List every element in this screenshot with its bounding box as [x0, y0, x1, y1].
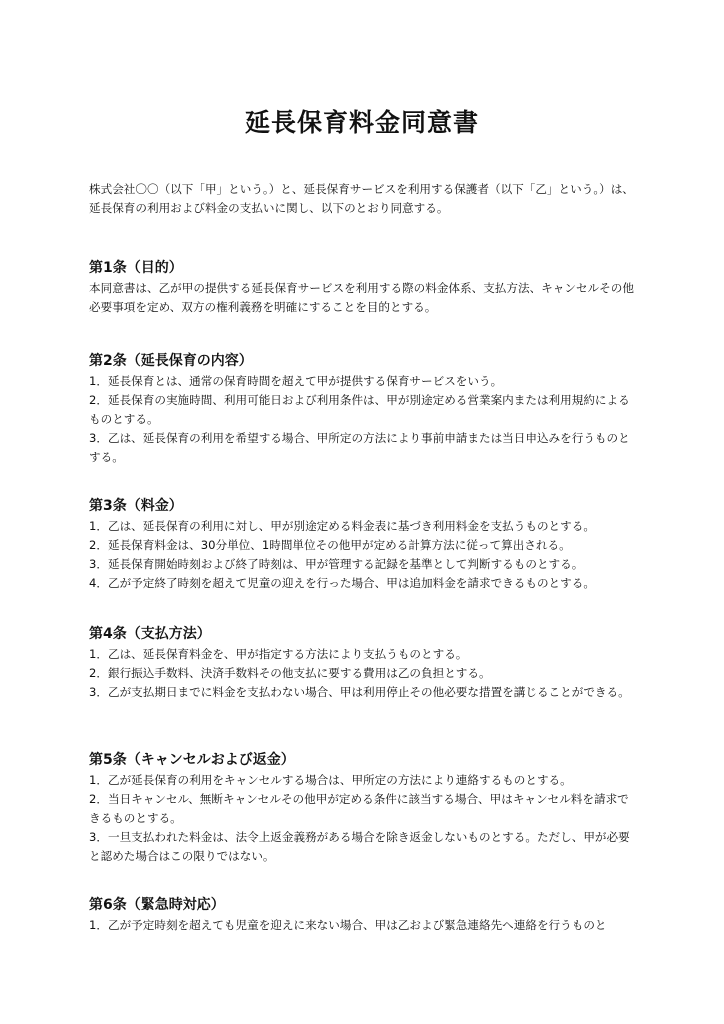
article-title: 第2条（延長保育の内容）	[89, 353, 253, 369]
article-line: 2．銀行振込手数料、決済手数料その他支払に要する費用は乙の負担とする。	[89, 666, 491, 680]
article-title: 第5条（キャンセルおよび返金）	[89, 752, 295, 768]
article-2	[89, 351, 637, 467]
article-line: 3．乙が支払期日までに料金を支払わない場合、甲は利用停止その他必要な措置を講じることができる。	[89, 685, 630, 699]
article-line: 1．乙が延長保育の利用をキャンセルする場合は、甲所定の方法により連絡するものとする。	[89, 773, 572, 787]
document-title: 延長保育料金同意書	[244, 108, 479, 137]
article-line: 本同意書は、乙が甲の提供する延長保育サービスを利用する際の料金体系、支払方法、キャンセルその他必要事項を定め、双方の権利義務を明確にすることを目的とする。	[89, 281, 634, 314]
article-title: 第4条（支払方法）	[89, 626, 211, 642]
intro-paragraph: 株式会社〇〇（以下「甲」という。）と、延長保育サービスを利用する保護者（以下「乙」という。）は、延長保育の利用および料金の支払いに関し、以下のとおり同意する。	[89, 182, 634, 215]
article-4	[89, 624, 637, 702]
article-line: 3．一旦支払われた料金は、法令上返金義務がある場合を除き返金しないものとする。ただし、甲が必要と認めた場合はこの限りではない。	[89, 830, 630, 863]
article-line: 3．延長保育開始時刻および終了時刻は、甲が管理する記録を基準として判断するものとする。	[89, 557, 584, 571]
article-title: 第1条（目的）	[89, 260, 183, 276]
article-line: 1．乙は、延長保育料金を、甲が指定する方法により支払うものとする。	[89, 647, 468, 661]
article-5	[89, 750, 637, 866]
article-3	[89, 496, 637, 593]
article-line: 2．延長保育の実施時間、利用可能日および利用条件は、甲が別途定める営業案内または利用規約によるものとする。	[89, 393, 630, 426]
article-line: 2．延長保育料金は、30分単位、1時間単位その他甲が定める計算方法に従って算出される。	[89, 538, 571, 552]
article-line: 1．乙は、延長保育の利用に対し、甲が別途定める料金表に基づき利用料金を支払うものとする。	[89, 519, 595, 533]
article-line: 1．乙が予定時刻を超えても児童を迎えに来ない場合、甲は乙および緊急連絡先へ連絡を行うものと	[89, 918, 607, 932]
article-line: 4．乙が予定終了時刻を超えて児童の迎えを行った場合、甲は追加料金を請求できるものとする。	[89, 576, 595, 590]
article-title: 第6条（緊急時対応）	[89, 897, 225, 913]
article-line: 2．当日キャンセル、無断キャンセルその他甲が定める条件に該当する場合、甲はキャンセル料を請求できるものとする。	[89, 792, 629, 825]
article-line: 3．乙は、延長保育の利用を希望する場合、甲所定の方法により事前申請または当日申込みを行うものとする。	[89, 431, 630, 464]
article-6	[89, 895, 637, 935]
article-1	[89, 258, 637, 317]
article-title: 第3条（料金）	[89, 498, 183, 514]
article-line: 1．延長保育とは、通常の保育時間を超えて甲が提供する保育サービスをいう。	[89, 374, 503, 388]
